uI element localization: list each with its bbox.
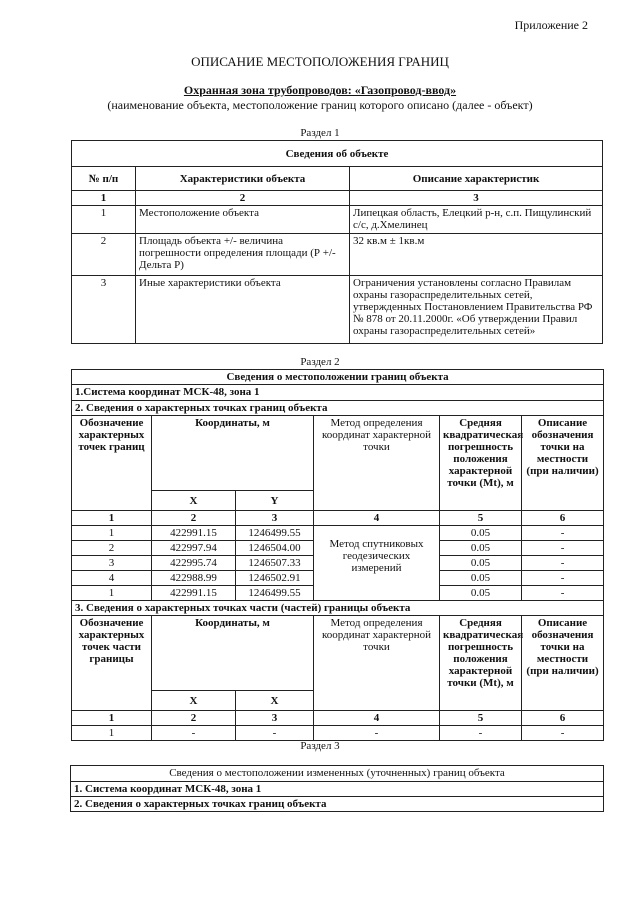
point-mt: 0.05 <box>440 541 522 556</box>
table-row <box>72 726 604 741</box>
num-cell: 2 <box>136 191 350 206</box>
section2-table <box>71 369 604 741</box>
row-desc: 32 кв.м ± 1кв.м <box>350 234 603 276</box>
point-mt: 0.05 <box>440 586 522 601</box>
method-value: Метод спутниковых геодезических измерений <box>314 526 440 601</box>
num-cell: 4 <box>314 511 440 526</box>
col-y: Y <box>236 491 314 511</box>
subsection-points: 2. Сведения о характерных точках границ объекта <box>72 401 604 416</box>
point-desc: - <box>522 726 604 741</box>
num-cell: 1 <box>72 191 136 206</box>
point-id: 1 <box>72 526 152 541</box>
subsection-part-points: 3. Сведения о характерных точках части (частей) границы объекта <box>72 601 604 616</box>
point-method: - <box>314 726 440 741</box>
point-id: 3 <box>72 556 152 571</box>
row-name: Иные характеристики объекта <box>136 276 350 344</box>
table-row <box>72 206 603 234</box>
point-id: 1 <box>72 586 152 601</box>
col-method: Метод определения координат характерной точки <box>314 416 440 511</box>
row-name: Местоположение объекта <box>136 206 350 234</box>
row-desc: Ограничения установлены согласно Правилам охраны газораспределительных сетей, утвержденных Постановлением Правительства РФ № 878 от 20.11.2000г. «Об утверждении Правил охраны газораспределительных сетей» <box>350 276 603 344</box>
point-desc: - <box>522 556 604 571</box>
point-mt: - <box>440 726 522 741</box>
section1-label: Раздел 1 <box>300 127 340 139</box>
col-characteristic: Характеристики объекта <box>136 167 350 191</box>
point-y: - <box>236 726 314 741</box>
row-num: 2 <box>72 234 136 276</box>
col-description: Описание характеристик <box>350 167 603 191</box>
section3-table <box>70 765 604 812</box>
point-x: 422991.15 <box>152 526 236 541</box>
col-x: X <box>152 691 236 711</box>
col-desc: Описание обозначения точки на местности (при наличии) <box>522 616 604 711</box>
page-title: ОПИСАНИЕ МЕСТОПОЛОЖЕНИЯ ГРАНИЦ <box>191 54 449 69</box>
num-cell: 2 <box>152 711 236 726</box>
point-y: 1246502.91 <box>236 571 314 586</box>
num-cell: 1 <box>72 711 152 726</box>
subsection-points: 2. Сведения о характерных точках границ объекта <box>71 797 604 812</box>
col-desc: Описание обозначения точки на местности (при наличии) <box>522 416 604 511</box>
num-cell: 4 <box>314 711 440 726</box>
point-desc: - <box>522 571 604 586</box>
point-desc: - <box>522 586 604 601</box>
section3-header: Сведения о местоположении измененных (уточненных) границ объекта <box>71 766 604 782</box>
point-id: 1 <box>72 726 152 741</box>
num-cell: 2 <box>152 511 236 526</box>
col-method: Метод определения координат характерной точки <box>314 616 440 711</box>
row-desc: Липецкая область, Елецкий р-н, с.п. Пищулинский с/с, д.Хмелинец <box>350 206 603 234</box>
point-x: 422991.15 <box>152 586 236 601</box>
point-id: 2 <box>72 541 152 556</box>
section1-header: Сведения об объекте <box>72 141 603 167</box>
table-row <box>72 234 603 276</box>
col-num: № п/п <box>72 167 136 191</box>
point-x: - <box>152 726 236 741</box>
point-mt: 0.05 <box>440 526 522 541</box>
table-row <box>72 526 604 541</box>
section3-label: Раздел 3 <box>300 740 340 752</box>
point-desc: - <box>522 541 604 556</box>
col-coords: Координаты, м <box>152 616 314 691</box>
col-x: X <box>152 491 236 511</box>
point-y: 1246499.55 <box>236 586 314 601</box>
table-row <box>72 276 603 344</box>
object-name: Охранная зона трубопроводов: «Газопровод-ввод» <box>183 83 457 97</box>
row-name: Площадь объекта +/- величина погрешности определения площади (Р +/- Дельта Р) <box>136 234 350 276</box>
num-cell: 3 <box>236 711 314 726</box>
object-note: (наименование объекта, местоположение границ которого описано (далее - объект) <box>107 98 533 112</box>
section1-table <box>71 140 603 344</box>
num-cell: 6 <box>522 711 604 726</box>
col-point: Обозначение характерных точек границ <box>72 416 152 511</box>
col-error: Средняя квадратическая погрешность положения характерной точки (Mt), м <box>440 416 522 511</box>
point-mt: 0.05 <box>440 556 522 571</box>
point-x: 422995.74 <box>152 556 236 571</box>
section2-header: Сведения о местоположении границ объекта <box>72 370 604 385</box>
coord-system: 1. Система координат МСК-48, зона 1 <box>71 782 604 797</box>
point-id: 4 <box>72 571 152 586</box>
point-x: 422997.94 <box>152 541 236 556</box>
col-point-part: Обозначение характерных точек части границы <box>72 616 152 711</box>
col-coords: Координаты, м <box>152 416 314 491</box>
num-cell: 5 <box>440 711 522 726</box>
row-num: 1 <box>72 206 136 234</box>
row-num: 3 <box>72 276 136 344</box>
num-cell: 6 <box>522 511 604 526</box>
num-cell: 3 <box>236 511 314 526</box>
col-y: X <box>236 691 314 711</box>
coord-system: 1.Система координат МСК-48, зона 1 <box>72 385 604 401</box>
point-y: 1246499.55 <box>236 526 314 541</box>
appendix-label: Приложение 2 <box>514 18 588 32</box>
point-y: 1246507.33 <box>236 556 314 571</box>
point-desc: - <box>522 526 604 541</box>
num-cell: 3 <box>350 191 603 206</box>
point-mt: 0.05 <box>440 571 522 586</box>
section2-label: Раздел 2 <box>300 356 340 368</box>
col-error: Средняя квадратическая погрешность положения характерной точки (Mt), м <box>440 616 522 711</box>
num-cell: 1 <box>72 511 152 526</box>
num-cell: 5 <box>440 511 522 526</box>
point-y: 1246504.00 <box>236 541 314 556</box>
point-x: 422988.99 <box>152 571 236 586</box>
